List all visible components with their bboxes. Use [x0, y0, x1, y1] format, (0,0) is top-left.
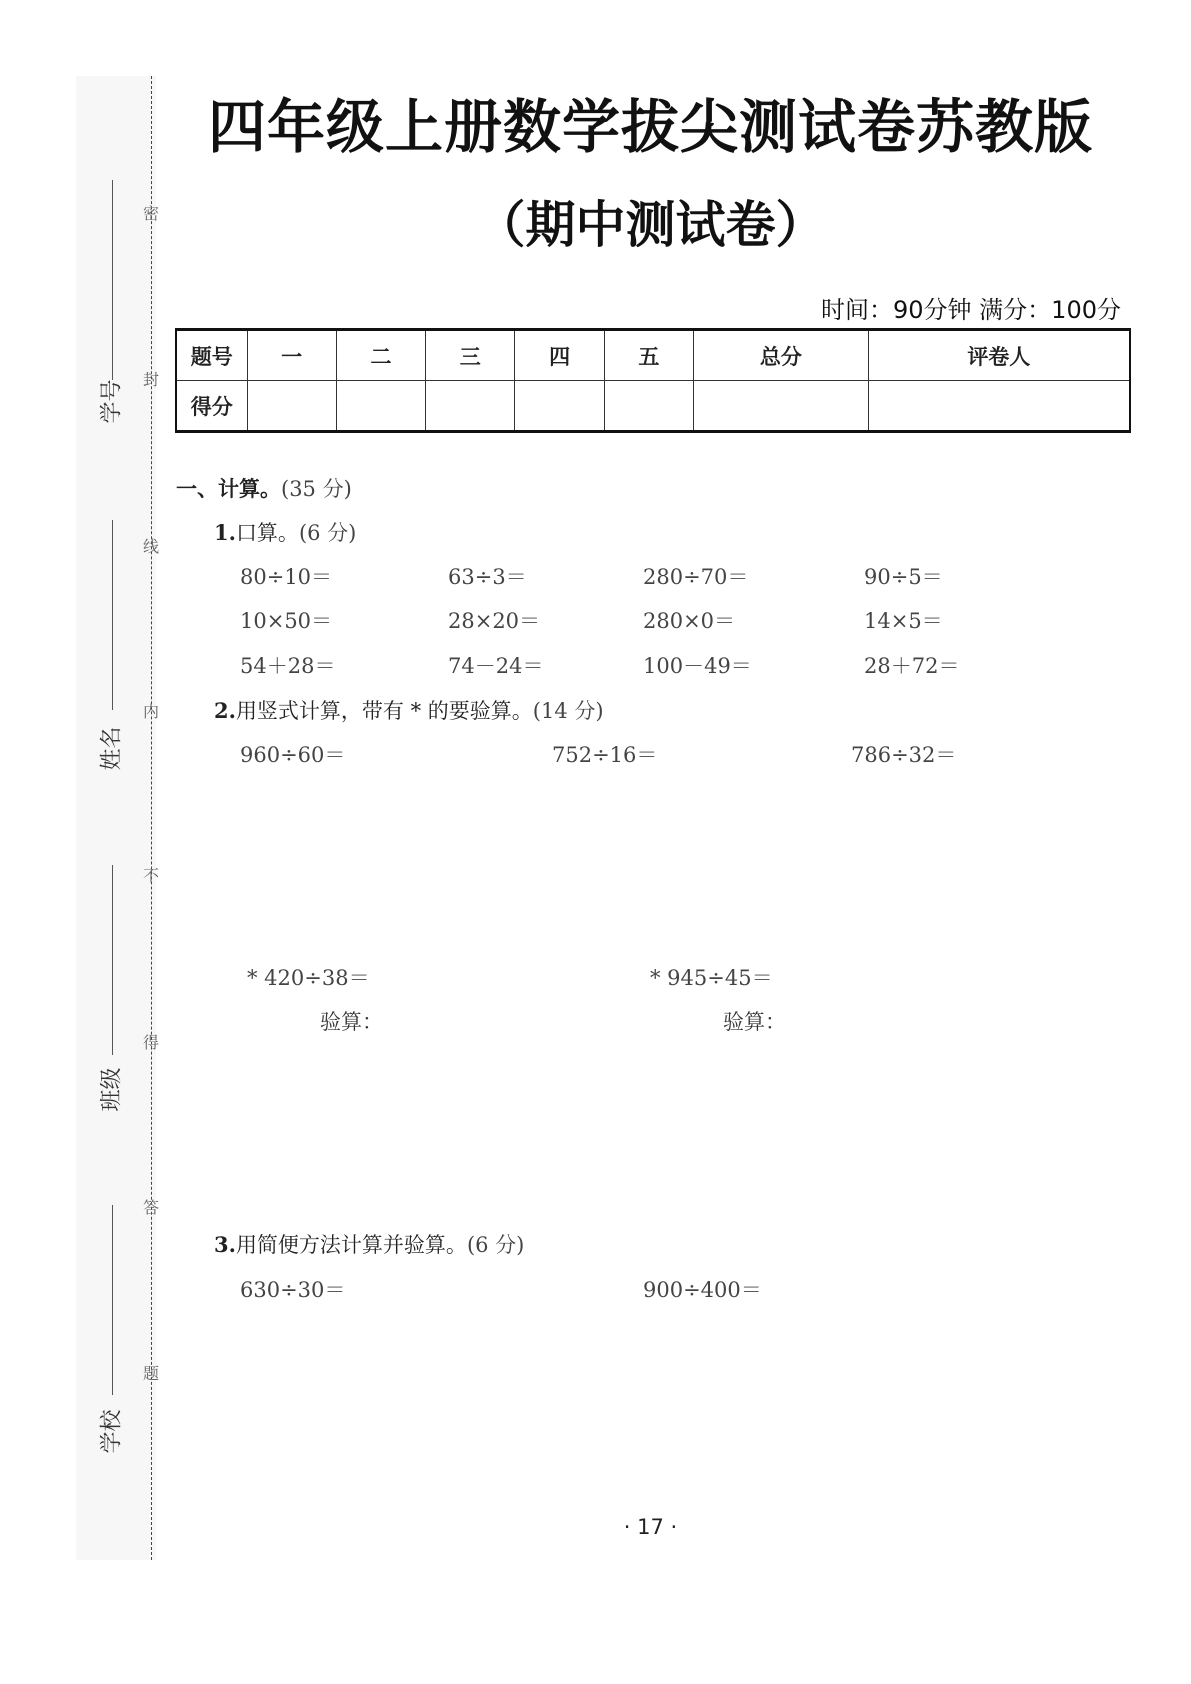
- q-points: (6 分): [466, 1233, 525, 1257]
- page-subtitle: （期中测试卷）: [475, 196, 826, 254]
- header-cell: 四: [515, 330, 604, 381]
- header-cell: 二: [336, 330, 425, 381]
- q-number: 1.: [214, 520, 236, 545]
- expression: 14×5＝: [864, 609, 943, 633]
- header-cell: 三: [426, 330, 515, 381]
- score-cell: [247, 381, 336, 432]
- seal-char: 密: [143, 204, 160, 223]
- field-line: [112, 1205, 113, 1395]
- field-line: [112, 865, 113, 1055]
- q-number: 2.: [214, 698, 236, 723]
- check-label: 验算：: [723, 1010, 786, 1034]
- expression: 63÷3＝: [448, 565, 527, 589]
- expression: 80÷10＝: [240, 565, 333, 589]
- expression: 630÷30＝: [240, 1278, 346, 1302]
- expression: 10×50＝: [240, 609, 333, 633]
- question-2: [214, 695, 604, 725]
- question-1: [214, 517, 356, 547]
- class-label: 班级: [99, 1067, 125, 1112]
- page-title: 四年级上册数学拔尖测试卷苏教版: [207, 93, 1093, 161]
- q-points: (14 分): [532, 699, 604, 723]
- school-label: 学校: [99, 1409, 125, 1454]
- header-cell: 评卷人: [868, 330, 1130, 381]
- score-cell: [868, 381, 1130, 432]
- check-label: 验算：: [320, 1010, 383, 1034]
- q-number: 3.: [214, 1232, 236, 1257]
- header-cell: 总分: [694, 330, 869, 381]
- header-cell: 题号: [176, 330, 247, 381]
- cut-line: [151, 76, 152, 1560]
- q-points: (6 分): [298, 521, 357, 545]
- expression: 280×0＝: [643, 609, 736, 633]
- score-cell: [515, 381, 604, 432]
- name-label: 姓名: [99, 726, 125, 771]
- expression: 90÷5＝: [864, 565, 943, 589]
- q-text: 用竖式计算，带有 * 的要验算。: [235, 699, 533, 723]
- expression: * 945÷45＝: [650, 966, 773, 990]
- seal-char: 封: [143, 370, 160, 389]
- expression: 28＋72＝: [864, 654, 960, 678]
- page-number: · 17 ·: [623, 1515, 678, 1539]
- expression: 100－49＝: [643, 654, 752, 678]
- score-table: [175, 328, 1131, 433]
- section-points: (35 分): [281, 477, 352, 501]
- seal-char: 答: [143, 1198, 160, 1217]
- score-cell: [336, 381, 425, 432]
- q-text: 用简便方法计算并验算。: [235, 1233, 467, 1257]
- expression: * 420÷38＝: [247, 966, 370, 990]
- student-id-label: 学号: [99, 379, 125, 424]
- seal-char: 线: [143, 537, 160, 556]
- score-cell: [604, 381, 693, 432]
- time-info: 时间：90分钟 满分：100分: [821, 296, 1121, 324]
- seal-char: 题: [143, 1364, 160, 1383]
- section-heading: [176, 473, 352, 503]
- header-cell: 五: [604, 330, 693, 381]
- expression: 900÷400＝: [643, 1278, 762, 1302]
- score-cell: [694, 381, 869, 432]
- field-line: [112, 520, 113, 710]
- q-text: 口算。: [235, 521, 299, 545]
- expression: 280÷70＝: [643, 565, 749, 589]
- expression: 54＋28＝: [240, 654, 336, 678]
- score-cell: [426, 381, 515, 432]
- expression: 786÷32＝: [851, 743, 957, 767]
- header-cell: 一: [247, 330, 336, 381]
- expression: 74－24＝: [448, 654, 544, 678]
- expression: 28×20＝: [448, 609, 541, 633]
- seal-char: 得: [143, 1033, 160, 1052]
- expression: 960÷60＝: [240, 743, 346, 767]
- seal-char: 不: [143, 866, 160, 885]
- expression: 752÷16＝: [552, 743, 658, 767]
- question-3: [214, 1229, 524, 1259]
- binding-margin: [76, 76, 156, 1560]
- row-label: 得分: [176, 381, 247, 432]
- section-title: 一、计算。: [176, 477, 281, 501]
- seal-char: 内: [143, 702, 160, 721]
